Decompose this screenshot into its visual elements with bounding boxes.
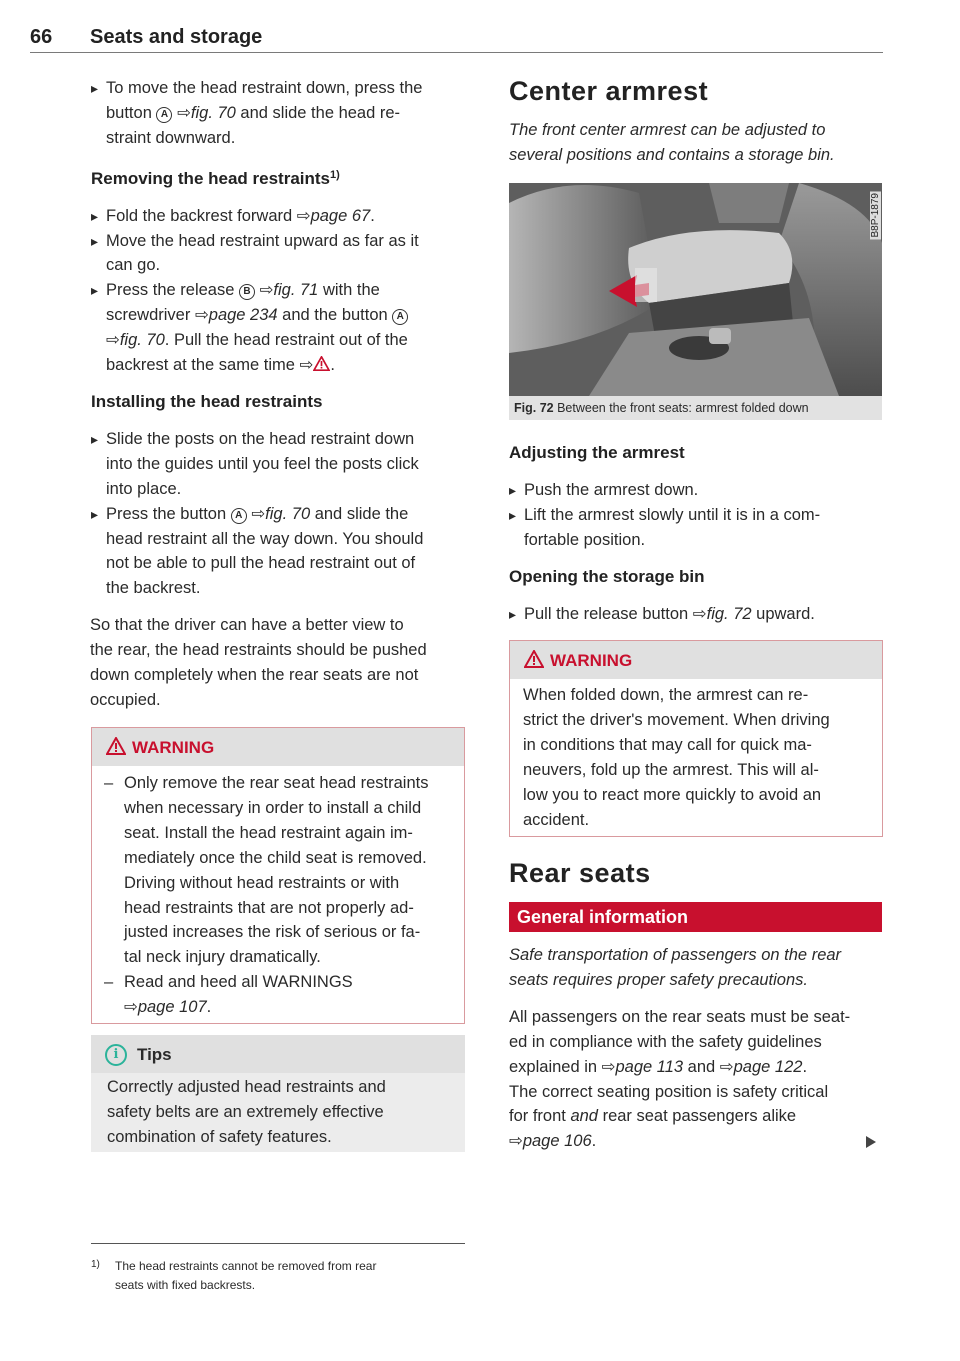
body-paragraph: All passengers on the rear seats must be seat- ed in compliance with the safety guidelines explained in ⇨page 113 and ⇨page 122. The correct seating position is safety critical for front and rear seat passengers alike ⇨page 106. [509,1007,851,1151]
warning-title: WARNING [132,738,215,757]
list-item: ▸ Move the head restraint upward as far as it can go. [91,229,471,279]
rear-seats-text [509,943,894,1154]
list-item: ▸ Press the release B ⇨fig. 71 with the screwdriver ⇨page 234 and the button A ⇨fig. 70. Pull the head restraint out of the backrest at the same time ⇨ . [91,278,471,378]
xref-link[interactable]: page 67 [310,206,371,225]
left-column [91,76,471,713]
warning-icon [313,356,330,371]
xref-link[interactable]: fig. 70 [190,103,236,122]
continue-arrow-icon [865,1135,877,1149]
section-heading: Removing the head restraints$^{1)}$ [91,168,340,188]
footnote: 1) The head restraints cannot be removed from rear seats with fixed backrests. [91,1259,377,1292]
button-a-marker: A [156,107,172,123]
rear-seats-section [509,858,889,894]
subsection-bar: General information [509,902,882,932]
xref-link[interactable]: fig. 70 [265,504,311,523]
button-a-marker: A [231,508,247,524]
release-b-marker: B [239,284,255,300]
list-item: ▸ Press the button A ⇨fig. 70 and slide the head restraint all the way down. You should not be able to pull the head restraint out of the backrest. [91,502,471,602]
tips-box [91,1035,465,1152]
warning-icon [106,737,126,755]
body-paragraph: So that the driver can have a better view to the rear, the head restraints should be pushed down completely when the rear seats are not occupied. [90,616,427,709]
figure-72-image [509,183,882,396]
warning-header [92,728,464,766]
list-item: ▸ Fold the backrest forward ⇨page 67. [91,204,471,229]
xref-link[interactable]: page 122 [733,1057,803,1076]
tips-title: Tips [137,1045,172,1064]
figure-caption: Fig. 72 Between the front seats: armrest folded down [509,396,882,420]
xref-link[interactable]: page 107 [137,998,207,1017]
section-heading: Rear seats [509,858,651,888]
info-icon: i [105,1044,127,1066]
list-item: ▸ Pull the release button ⇨fig. 72 upward. [509,602,889,627]
page-number: 66 [30,26,53,48]
footnote-divider [91,1243,465,1244]
warning-box [91,727,465,1024]
armrest-illustration [509,183,882,396]
warning-text: When folded down, the armrest can re- strict the driver's movement. When driving in conditions that may call for quick ma- neuvers, fold up the armrest. This will al- low you to react more quickly to avoid an accident. [523,686,830,829]
section-intro: Safe transportation of passengers on the rear seats requires proper safety precautions. [509,946,842,989]
warning-header [510,641,882,679]
list-item: ▸ Push the armrest down. [509,478,889,503]
warning-icon [524,650,544,668]
button-a-marker: A [392,309,408,325]
list-item: ▸ Lift the armrest slowly until it is in a com- fortable position. [509,503,889,553]
list-item: – Only remove the rear seat head restraints when necessary in order to install a child seat. Install the head restraint again im- mediately once the child seat is removed. Driving without head restraints or with head restraints that are not properly ad- justed increases the risk of serious or fa- tal neck injury dramatically. [98,771,454,970]
armrest-steps [509,441,889,626]
section-heading: Center armrest [509,76,709,106]
xref-link[interactable]: fig. 71 [273,281,319,300]
section-heading: Opening the storage bin [509,566,705,586]
section-heading: Adjusting the armrest [509,443,685,462]
page-title: Seats and storage [90,26,263,48]
xref-link[interactable]: fig. 72 [706,604,752,623]
xref-link[interactable]: page 113 [615,1057,684,1076]
xref-link[interactable]: page 234 [208,306,278,325]
list-item: ▸ To move the head restraint down, press the button A ⇨fig. 70 and slide the head re- straint downward. [91,76,471,151]
warning-title: WARNING [550,651,633,670]
warning-box [509,640,883,837]
tips-text: Correctly adjusted head restraints and safety belts are an extremely effective combination of safety features. [107,1078,386,1146]
right-column [509,76,889,168]
list-item: – Read and heed all WARNINGS ⇨page 107. [98,970,454,1020]
list-item: ▸ Slide the posts on the head restraint down into the guides until you feel the posts click into place. [91,427,471,502]
figure-code: B8P-1879 [870,193,881,238]
section-intro: The front center armrest can be adjusted to several positions and contains a storage bin. [509,121,835,164]
xref-link[interactable]: fig. 70 [119,331,165,350]
section-heading: Installing the head restraints [91,391,323,411]
xref-link[interactable]: page 106 [522,1132,592,1151]
tips-header [91,1035,465,1073]
page-header [30,22,883,53]
